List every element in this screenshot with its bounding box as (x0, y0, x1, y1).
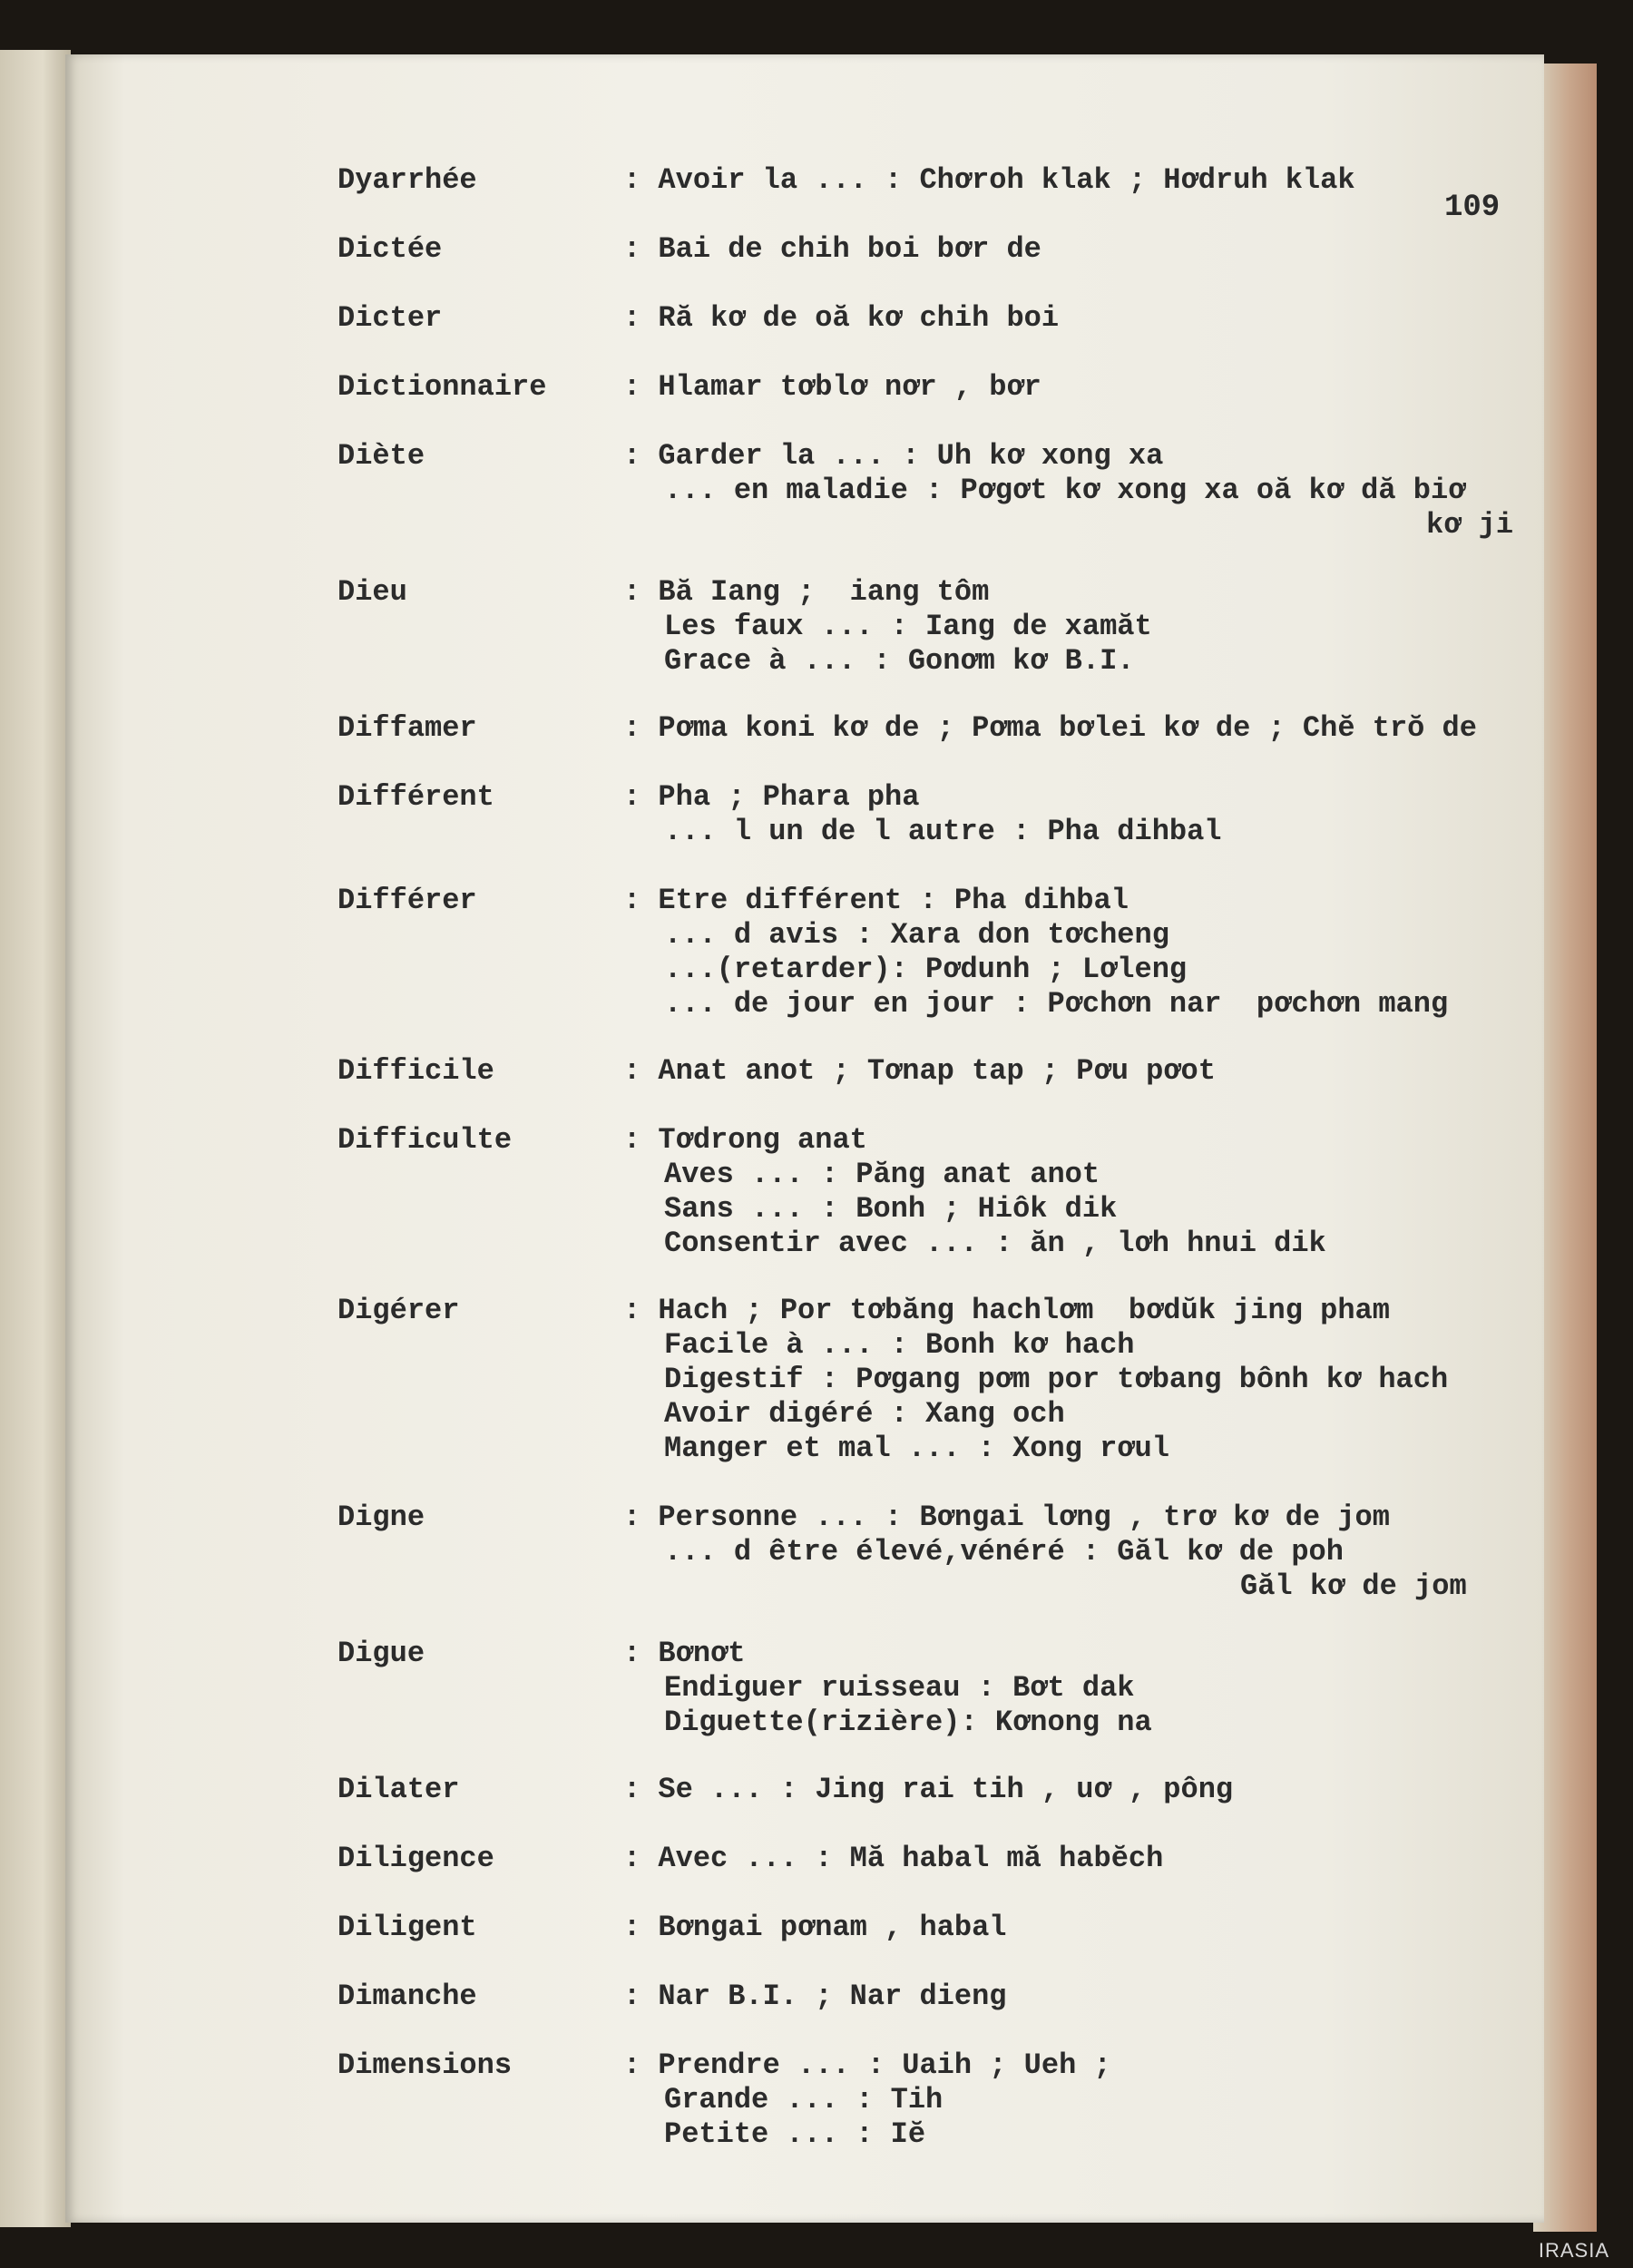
definition-line: Les faux ... : Iang de xamăt (664, 610, 1152, 643)
definition-line: Petite ... : Iĕ (664, 2117, 926, 2151)
headword: Diligent (337, 1911, 477, 1944)
definition-line: : Garder la ... : Uh kơ xong xa (623, 439, 1164, 473)
headword: Dyarrhée (337, 163, 477, 197)
definition-line: : Hlamar tơblơ nơr , bơr (623, 370, 1041, 404)
definition-line: : Bơnơt (623, 1637, 746, 1670)
definition-line: : Nar B.I. ; Nar dieng (623, 1980, 1007, 2013)
headword: Dicter (337, 301, 443, 335)
definition-line: : Avec ... : Mă habal mă habĕch (623, 1842, 1164, 1875)
definition-block (623, 711, 1477, 746)
headword: Digérer (337, 1294, 460, 1327)
definition-line: : Avoir la ... : Chơroh klak ; Hơdruh klak (623, 163, 1355, 197)
dictionary-entries (65, 54, 1544, 2223)
definition-block (623, 1773, 1233, 1807)
definition-block (623, 575, 1152, 679)
definition-line: : Etre différent : Pha dihbal (623, 884, 1129, 917)
facing-page-edge (0, 50, 71, 2227)
headword: Digne (337, 1501, 425, 1534)
definition-line: ... d être élevé,vénéré : Găl kơ de poh (664, 1535, 1344, 1569)
definition-line: ... de jour en jour : Pơchơn nar pơchơn mang (664, 987, 1449, 1021)
headword: Difficile (337, 1054, 494, 1088)
definition-block (623, 232, 1041, 267)
definition-block (623, 1054, 1216, 1089)
definition-line: : Bơngai pơnam , habal (623, 1911, 1007, 1944)
headword: Dictionnaire (337, 370, 547, 404)
definition-line: Manger et mal ... : Xong rơul (664, 1432, 1169, 1465)
definition-line: Consentir avec ... : ăn , lơh hnui dik (664, 1227, 1326, 1260)
definition-line: ... en maladie : Pơgơt kơ xong xa oă kơ dă biơ (664, 474, 1466, 507)
definition-block (623, 370, 1041, 405)
headword: Difficulte (337, 1123, 513, 1157)
definition-block (623, 780, 1222, 849)
definition-block (623, 163, 1355, 198)
definition-line: ...(retarder): Pơdunh ; Lơleng (664, 953, 1188, 986)
definition-block (623, 1637, 1152, 1740)
headword: Différer (337, 884, 477, 917)
definition-line: Facile à ... : Bonh kơ hach (664, 1328, 1135, 1362)
definition-line: : Se ... : Jing rai tih , uơ , pông (623, 1773, 1234, 1806)
definition-block (623, 1980, 1006, 2014)
definition-block (623, 1842, 1163, 1876)
watermark: IRASIA (1538, 2239, 1609, 2262)
headword: Diète (337, 439, 425, 473)
definition-line: ... l un de l autre : Pha dihbal (664, 815, 1222, 848)
definition-line: Aves ... : Păng anat anot (664, 1158, 1100, 1191)
definition-line: Avoir digéré : Xang och (664, 1397, 1065, 1431)
definition-block (623, 301, 1059, 336)
definition-line: Găl kơ de jom (1240, 1569, 1467, 1603)
headword: Dieu (337, 575, 407, 609)
definition-line: ... d avis : Xara don tơcheng (664, 918, 1169, 952)
definition-line: : Prendre ... : Uaih ; Ueh ; (623, 2048, 1111, 2082)
definition-line: Sans ... : Bonh ; Hiôk dik (664, 1192, 1118, 1226)
headword: Dilater (337, 1773, 460, 1806)
page-number: 109 (1444, 191, 1501, 225)
definition-line: : Ră kơ de oă kơ chih boi (623, 301, 1060, 335)
document-page (65, 54, 1544, 2223)
headword: Dimanche (337, 1980, 477, 2013)
headword: Diligence (337, 1842, 494, 1875)
definition-line: : Pơma koni kơ de ; Pơma bơlei kơ de ; Chĕ trŏ de (623, 711, 1477, 745)
definition-line: : Pha ; Phara pha (623, 780, 920, 814)
definition-line: Endiguer ruisseau : Bơt dak (664, 1671, 1135, 1705)
definition-line: Grace à ... : Gonơm kơ B.I. (664, 644, 1135, 678)
definition-block (623, 1294, 1448, 1466)
definition-line: Digestif : Pơgang pơm por tơbang bônh kơ hach (664, 1363, 1449, 1396)
definition-line: : Personne ... : Bơngai lơng , trơ kơ de jom (623, 1501, 1390, 1534)
headword: Digue (337, 1637, 425, 1670)
definition-line: kơ ji (1426, 508, 1514, 542)
headword: Dimensions (337, 2048, 513, 2082)
definition-block (623, 1911, 1006, 1945)
definition-block (623, 1123, 1326, 1261)
definition-line: Diguette(rizière): Kơnong na (664, 1706, 1152, 1739)
headword: Différent (337, 780, 494, 814)
definition-line: : Tơdrong anat (623, 1123, 867, 1157)
definition-line: : Hach ; Por tơbăng hachlơm bơdŭk jing pham (623, 1294, 1390, 1327)
definition-block (623, 439, 1513, 543)
definition-block (623, 884, 1448, 1022)
headword: Dictée (337, 232, 443, 266)
definition-block (623, 1501, 1467, 1604)
definition-line: : Bai de chih boi bơr de (623, 232, 1041, 266)
definition-line: Grande ... : Tih (664, 2083, 944, 2116)
headword: Diffamer (337, 711, 477, 745)
definition-line: : Bă Iang ; iang tôm (623, 575, 990, 609)
definition-line: : Anat anot ; Tơnap tap ; Pơu pơot (623, 1054, 1216, 1088)
definition-block (623, 2048, 1111, 2152)
